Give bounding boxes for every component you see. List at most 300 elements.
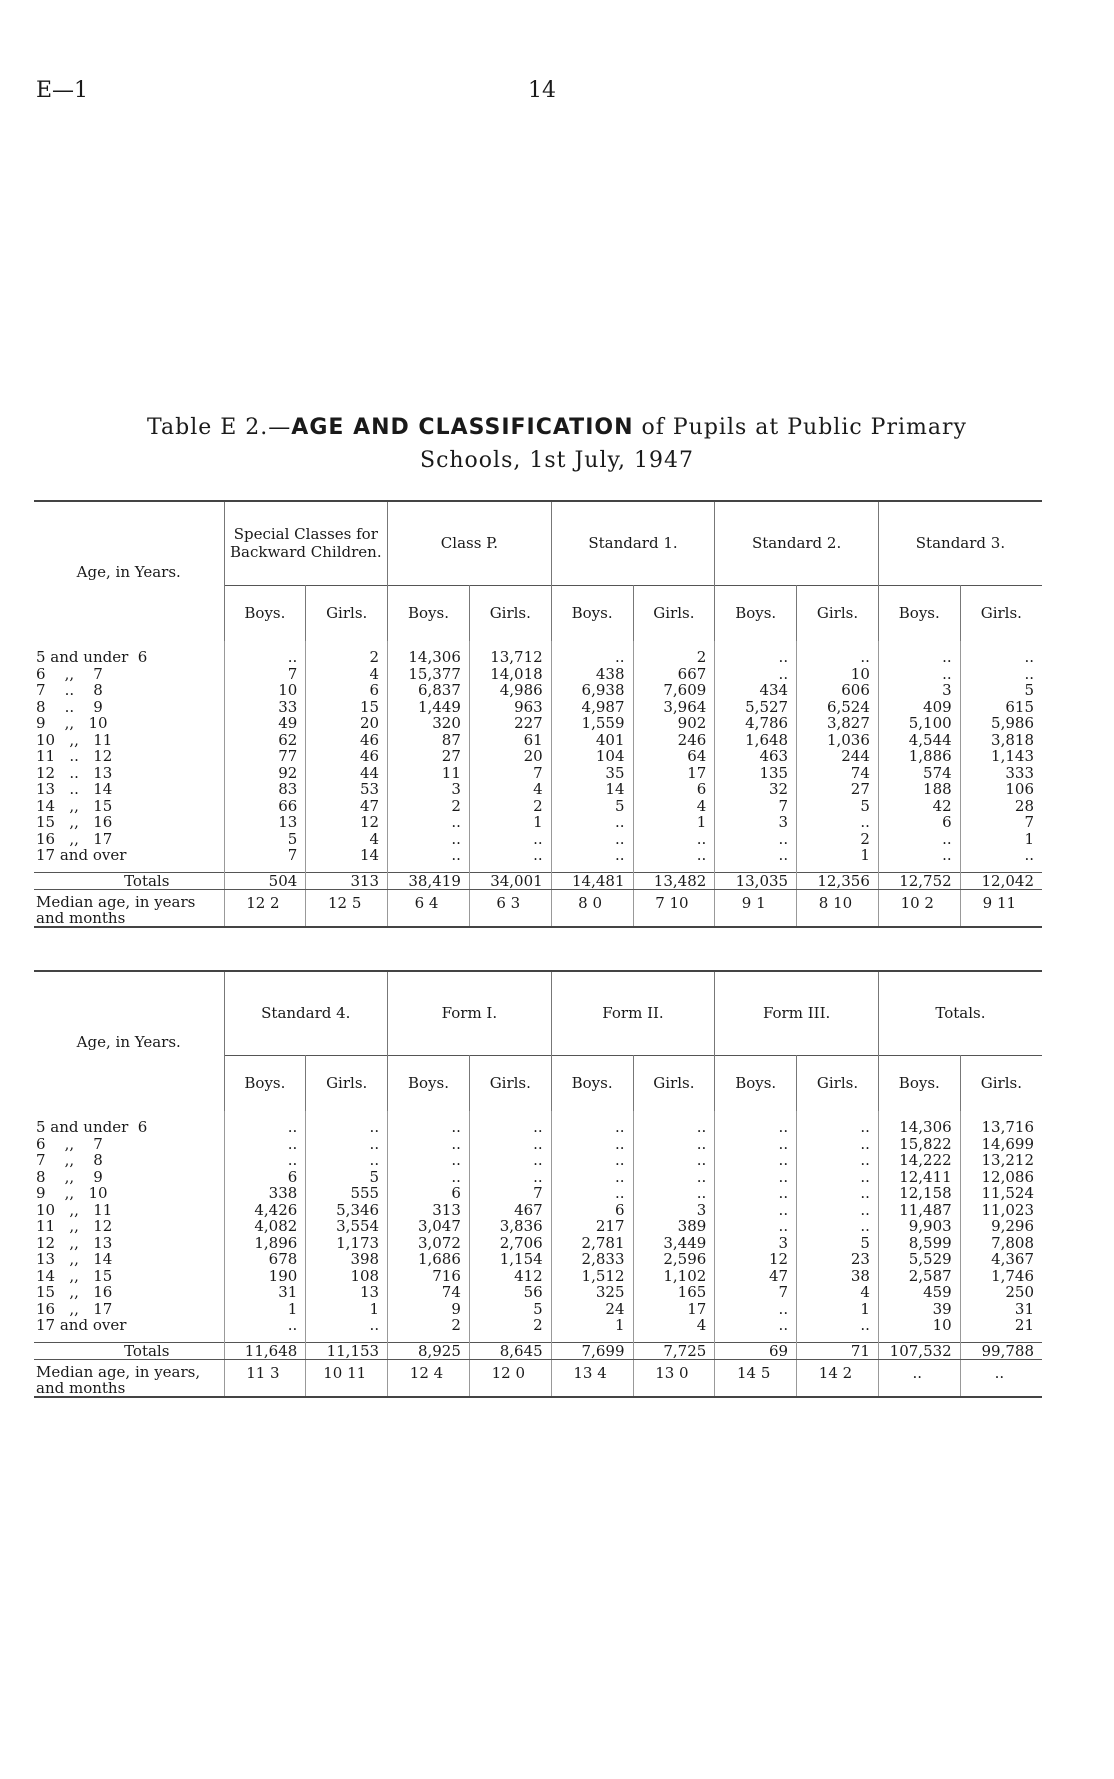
table-cell: 53 bbox=[306, 781, 388, 798]
table-cell: .. bbox=[224, 1152, 306, 1169]
table-cell: 83 bbox=[224, 781, 306, 798]
sex-subheader: Boys. bbox=[715, 585, 797, 641]
table-cell: 5,100 bbox=[878, 715, 960, 732]
totals-label: Totals bbox=[34, 872, 224, 890]
table-cell: 1,154 bbox=[469, 1251, 551, 1268]
table-cell: .. bbox=[960, 847, 1042, 864]
totals-row bbox=[34, 1342, 1042, 1360]
table-cell: .. bbox=[633, 847, 715, 864]
table-cell: .. bbox=[388, 1169, 470, 1186]
group-header: Standard 4. bbox=[224, 971, 388, 1055]
table-cell: .. bbox=[633, 1119, 715, 1136]
table-cell: 4,367 bbox=[960, 1251, 1042, 1268]
table-cell: 667 bbox=[633, 666, 715, 683]
table-cell: 42 bbox=[878, 798, 960, 815]
table-cell: 5,527 bbox=[715, 699, 797, 716]
table-row bbox=[34, 1317, 1042, 1334]
table-cell: .. bbox=[551, 847, 633, 864]
table-cell: 1,512 bbox=[551, 1268, 633, 1285]
table-cell: .. bbox=[715, 1317, 797, 1334]
sex-subheader: Girls. bbox=[306, 585, 388, 641]
table-cell: 5 bbox=[960, 682, 1042, 699]
table-cell: 1 bbox=[551, 1317, 633, 1334]
report-code: E—1 bbox=[36, 78, 89, 103]
table-cell: 47 bbox=[715, 1268, 797, 1285]
table-cell: 1,648 bbox=[715, 732, 797, 749]
median-cell: 14 2 bbox=[797, 1360, 879, 1398]
table-cell: .. bbox=[715, 666, 797, 683]
table-cell: .. bbox=[306, 1119, 388, 1136]
sex-subheader: Boys. bbox=[388, 585, 470, 641]
table-cell: 15,822 bbox=[878, 1136, 960, 1153]
median-cell: 12 0 bbox=[469, 1360, 551, 1398]
table-row bbox=[34, 1169, 1042, 1186]
table-row bbox=[34, 831, 1042, 848]
table-cell: .. bbox=[797, 1152, 879, 1169]
table-row bbox=[34, 1185, 1042, 1202]
table-cell: 902 bbox=[633, 715, 715, 732]
table-row bbox=[34, 715, 1042, 732]
table-cell: 24 bbox=[551, 1301, 633, 1318]
table-cell: .. bbox=[797, 1202, 879, 1219]
table-cell: 35 bbox=[551, 765, 633, 782]
table-cell: 4,544 bbox=[878, 732, 960, 749]
table-cell: 10 bbox=[878, 1317, 960, 1334]
table-cell: 434 bbox=[715, 682, 797, 699]
totals-cell: 13,482 bbox=[633, 872, 715, 890]
table-cell: 2,596 bbox=[633, 1251, 715, 1268]
age-label: 7 .. 8 bbox=[36, 681, 103, 699]
table-cell: 8,599 bbox=[878, 1235, 960, 1252]
table-cell: 6,837 bbox=[388, 682, 470, 699]
table-cell: 14,306 bbox=[878, 1119, 960, 1136]
table-cell: 7 bbox=[224, 666, 306, 683]
table-row bbox=[34, 649, 1042, 666]
totals-cell: 71 bbox=[797, 1342, 879, 1360]
table-cell: 2 bbox=[469, 1317, 551, 1334]
table-cell: .. bbox=[551, 649, 633, 666]
table-cell: 74 bbox=[388, 1284, 470, 1301]
table-cell: .. bbox=[633, 1136, 715, 1153]
table-cell: .. bbox=[388, 1119, 470, 1136]
title-rest: of Pupils at Public Primary bbox=[633, 415, 967, 440]
table-cell: 1 bbox=[797, 847, 879, 864]
table-title-line2: Schools, 1st July, 1947 bbox=[420, 448, 694, 473]
table-cell: 412 bbox=[469, 1268, 551, 1285]
table-row bbox=[34, 847, 1042, 864]
table-cell: 7 bbox=[715, 798, 797, 815]
table-cell: .. bbox=[469, 847, 551, 864]
table-cell: .. bbox=[388, 847, 470, 864]
table-cell: 33 bbox=[224, 699, 306, 716]
table-row bbox=[34, 1119, 1042, 1136]
age-label: 10 ,, 11 bbox=[36, 730, 113, 749]
age-label: 16 ,, 17 bbox=[36, 829, 113, 848]
table-cell: .. bbox=[388, 1136, 470, 1153]
table-cell: .. bbox=[551, 1152, 633, 1169]
table-cell: 4 bbox=[797, 1284, 879, 1301]
table-row bbox=[34, 1136, 1042, 1153]
table-cell: 3,449 bbox=[633, 1235, 715, 1252]
table-row bbox=[34, 1235, 1042, 1252]
table-cell: .. bbox=[797, 1218, 879, 1235]
table-cell: .. bbox=[469, 1152, 551, 1169]
table-cell: 7,808 bbox=[960, 1235, 1042, 1252]
table-cell: 4,426 bbox=[224, 1202, 306, 1219]
median-cell: 9 1 bbox=[715, 890, 797, 928]
totals-cell: 13,035 bbox=[715, 872, 797, 890]
table-cell: 398 bbox=[306, 1251, 388, 1268]
table-cell: 5,529 bbox=[878, 1251, 960, 1268]
age-label: 5 and under 6 bbox=[36, 1118, 148, 1136]
table-cell: .. bbox=[306, 1136, 388, 1153]
table-cell: .. bbox=[551, 1136, 633, 1153]
table-cell: 1 bbox=[224, 1301, 306, 1318]
sex-subheader: Girls. bbox=[469, 1055, 551, 1111]
table-cell: 606 bbox=[797, 682, 879, 699]
table-cell: .. bbox=[715, 1136, 797, 1153]
median-cell: .. bbox=[960, 1360, 1042, 1398]
median-cell: 6 3 bbox=[469, 890, 551, 928]
table-cell: .. bbox=[633, 831, 715, 848]
totals-cell: 12,752 bbox=[878, 872, 960, 890]
table-cell: 12 bbox=[715, 1251, 797, 1268]
table-cell: 4 bbox=[306, 666, 388, 683]
table-row bbox=[34, 1284, 1042, 1301]
table-cell: 15 bbox=[306, 699, 388, 716]
table-cell: .. bbox=[715, 1218, 797, 1235]
table-row bbox=[34, 781, 1042, 798]
table-cell: 1,036 bbox=[797, 732, 879, 749]
table-cell: 47 bbox=[306, 798, 388, 815]
table-cell: 32 bbox=[715, 781, 797, 798]
table-cell: 227 bbox=[469, 715, 551, 732]
age-label: 12 .. 13 bbox=[36, 763, 113, 782]
table-cell: 2,781 bbox=[551, 1235, 633, 1252]
table-cell: 1 bbox=[797, 1301, 879, 1318]
sex-subheader: Girls. bbox=[633, 1055, 715, 1111]
table-cell: 61 bbox=[469, 732, 551, 749]
age-label: 17 and over bbox=[36, 1316, 127, 1334]
table-cell: .. bbox=[469, 1119, 551, 1136]
table-cell: 46 bbox=[306, 748, 388, 765]
sex-subheader: Boys. bbox=[551, 585, 633, 641]
table-cell: 190 bbox=[224, 1268, 306, 1285]
table-cell: .. bbox=[715, 1185, 797, 1202]
group-header: Class P. bbox=[388, 501, 552, 585]
table-cell: 333 bbox=[960, 765, 1042, 782]
table-row bbox=[34, 699, 1042, 716]
table-cell: 6 bbox=[633, 781, 715, 798]
totals-cell: 11,153 bbox=[306, 1342, 388, 1360]
age-label: 9 ,, 10 bbox=[36, 714, 108, 732]
table-cell: 678 bbox=[224, 1251, 306, 1268]
sex-subheader: Boys. bbox=[388, 1055, 470, 1111]
table-cell: 12 bbox=[306, 814, 388, 831]
table-cell: 5,986 bbox=[960, 715, 1042, 732]
sex-subheader: Boys. bbox=[551, 1055, 633, 1111]
totals-cell: 504 bbox=[224, 872, 306, 890]
table-row bbox=[34, 1251, 1042, 1268]
table-cell: 3,554 bbox=[306, 1218, 388, 1235]
age-classification-table-1 bbox=[34, 500, 1042, 928]
table-cell: 459 bbox=[878, 1284, 960, 1301]
table-cell: 7,609 bbox=[633, 682, 715, 699]
totals-cell: 14,481 bbox=[551, 872, 633, 890]
table-cell: 574 bbox=[878, 765, 960, 782]
table-row bbox=[34, 1268, 1042, 1285]
table-cell: .. bbox=[715, 1152, 797, 1169]
table-cell: 6,524 bbox=[797, 699, 879, 716]
median-cell: 8 0 bbox=[551, 890, 633, 928]
table-cell: .. bbox=[306, 1152, 388, 1169]
age-label: 6 ,, 7 bbox=[36, 1134, 103, 1153]
table-cell: 20 bbox=[306, 715, 388, 732]
table-cell: 3,827 bbox=[797, 715, 879, 732]
table-cell: 17 bbox=[633, 765, 715, 782]
age-label: 7 ,, 8 bbox=[36, 1151, 103, 1169]
table-cell: .. bbox=[633, 1152, 715, 1169]
table-cell: 108 bbox=[306, 1268, 388, 1285]
totals-cell: 34,001 bbox=[469, 872, 551, 890]
table-cell: .. bbox=[878, 666, 960, 683]
age-label: 16 ,, 17 bbox=[36, 1299, 113, 1318]
group-header: Form I. bbox=[388, 971, 552, 1055]
table-cell: 15,377 bbox=[388, 666, 470, 683]
sex-subheader: Girls. bbox=[633, 585, 715, 641]
sex-subheader: Girls. bbox=[797, 1055, 879, 1111]
table-cell: 9,903 bbox=[878, 1218, 960, 1235]
table-cell: 5,346 bbox=[306, 1202, 388, 1219]
table-cell: 5 bbox=[551, 798, 633, 815]
median-cell: 10 11 bbox=[306, 1360, 388, 1398]
table-cell: 87 bbox=[388, 732, 470, 749]
table-cell: 27 bbox=[797, 781, 879, 798]
age-label: 13 ,, 14 bbox=[36, 1250, 113, 1268]
table-cell: 64 bbox=[633, 748, 715, 765]
table-cell: 11,487 bbox=[878, 1202, 960, 1219]
table-cell: .. bbox=[551, 1119, 633, 1136]
table-cell: 7 bbox=[469, 1185, 551, 1202]
group-header: Standard 3. bbox=[878, 501, 1042, 585]
totals-label: Totals bbox=[34, 1342, 224, 1360]
table-cell: 17 bbox=[633, 1301, 715, 1318]
table-cell: 6 bbox=[306, 682, 388, 699]
table-cell: 13,712 bbox=[469, 649, 551, 666]
table-cell: .. bbox=[715, 847, 797, 864]
table-row bbox=[34, 798, 1042, 815]
table-cell: 325 bbox=[551, 1284, 633, 1301]
age-classification-table-2 bbox=[34, 970, 1042, 1398]
table-cell: .. bbox=[797, 1136, 879, 1153]
table-cell: 2 bbox=[388, 1317, 470, 1334]
table-cell: 74 bbox=[797, 765, 879, 782]
table-cell: 28 bbox=[960, 798, 1042, 815]
table-cell: 4,786 bbox=[715, 715, 797, 732]
totals-cell: 8,645 bbox=[469, 1342, 551, 1360]
table-cell: 5 bbox=[797, 1235, 879, 1252]
sex-subheader: Girls. bbox=[960, 1055, 1042, 1111]
table-cell: 463 bbox=[715, 748, 797, 765]
table-cell: 1 bbox=[633, 814, 715, 831]
table-cell: 3 bbox=[388, 781, 470, 798]
median-cell: .. bbox=[878, 1360, 960, 1398]
table-cell: .. bbox=[388, 814, 470, 831]
table-cell: 1,173 bbox=[306, 1235, 388, 1252]
title-bold: AGE AND CLASSIFICATION bbox=[291, 415, 634, 440]
table-cell: 188 bbox=[878, 781, 960, 798]
table-cell: .. bbox=[878, 831, 960, 848]
table-cell: .. bbox=[224, 1136, 306, 1153]
table-cell: 10 bbox=[224, 682, 306, 699]
age-label: 15 ,, 16 bbox=[36, 1283, 113, 1301]
totals-cell: 7,699 bbox=[551, 1342, 633, 1360]
table-cell: 38 bbox=[797, 1268, 879, 1285]
page-number: 14 bbox=[528, 78, 556, 103]
totals-cell: 313 bbox=[306, 872, 388, 890]
table-cell: 1,143 bbox=[960, 748, 1042, 765]
table-cell: 3 bbox=[715, 1235, 797, 1252]
totals-cell: 107,532 bbox=[878, 1342, 960, 1360]
median-cell: 6 4 bbox=[388, 890, 470, 928]
table-cell: 62 bbox=[224, 732, 306, 749]
table-cell: 6 bbox=[388, 1185, 470, 1202]
table-cell: .. bbox=[469, 831, 551, 848]
table-cell: 338 bbox=[224, 1185, 306, 1202]
table-cell: 10 bbox=[797, 666, 879, 683]
table-cell: 4,987 bbox=[551, 699, 633, 716]
table-cell: .. bbox=[633, 1169, 715, 1186]
age-label: 11 .. 12 bbox=[36, 747, 113, 765]
age-label: 8 .. 9 bbox=[36, 697, 103, 716]
sex-subheader: Girls. bbox=[306, 1055, 388, 1111]
median-label: Median age, in years and months bbox=[36, 893, 196, 927]
table-cell: .. bbox=[797, 649, 879, 666]
table-cell: 3,072 bbox=[388, 1235, 470, 1252]
sex-subheader: Boys. bbox=[878, 585, 960, 641]
table-cell: .. bbox=[224, 649, 306, 666]
table-cell: 104 bbox=[551, 748, 633, 765]
sex-subheader: Boys. bbox=[715, 1055, 797, 1111]
table-cell: 2,587 bbox=[878, 1268, 960, 1285]
table-cell: 5 bbox=[306, 1169, 388, 1186]
group-header: Form II. bbox=[551, 971, 715, 1055]
table-cell: 23 bbox=[797, 1251, 879, 1268]
table-cell: .. bbox=[797, 1119, 879, 1136]
table-cell: 7 bbox=[960, 814, 1042, 831]
table-cell: .. bbox=[797, 1317, 879, 1334]
table-cell: 6 bbox=[878, 814, 960, 831]
table-cell: 7 bbox=[224, 847, 306, 864]
table-cell: 401 bbox=[551, 732, 633, 749]
median-row bbox=[34, 1360, 1042, 1398]
table-cell: 1 bbox=[469, 814, 551, 831]
totals-cell: 12,356 bbox=[797, 872, 879, 890]
table-cell: 1,896 bbox=[224, 1235, 306, 1252]
table-cell: 409 bbox=[878, 699, 960, 716]
table-cell: 46 bbox=[306, 732, 388, 749]
age-label: 13 .. 14 bbox=[36, 780, 113, 798]
table-cell: 27 bbox=[388, 748, 470, 765]
table-cell: .. bbox=[551, 831, 633, 848]
table-cell: 1,686 bbox=[388, 1251, 470, 1268]
age-column-header: Age, in Years. bbox=[76, 562, 181, 581]
totals-cell: 8,925 bbox=[388, 1342, 470, 1360]
table-cell: 9 bbox=[388, 1301, 470, 1318]
median-label: Median age, in years, and months bbox=[36, 1363, 201, 1397]
median-row bbox=[34, 890, 1042, 928]
table-cell: 320 bbox=[388, 715, 470, 732]
totals-cell: 99,788 bbox=[960, 1342, 1042, 1360]
group-header: Special Classes for Backward Children. bbox=[224, 501, 388, 585]
table-cell: .. bbox=[224, 1119, 306, 1136]
table-cell: 4 bbox=[633, 1317, 715, 1334]
table-cell: .. bbox=[715, 1119, 797, 1136]
table-cell: .. bbox=[469, 1169, 551, 1186]
table-cell: 31 bbox=[224, 1284, 306, 1301]
table-cell: 1,886 bbox=[878, 748, 960, 765]
median-cell: 7 10 bbox=[633, 890, 715, 928]
age-column-header: Age, in Years. bbox=[76, 1032, 181, 1051]
table-cell: 5 bbox=[469, 1301, 551, 1318]
age-label: 10 ,, 11 bbox=[36, 1200, 113, 1219]
table-cell: 7 bbox=[469, 765, 551, 782]
totals-cell: 69 bbox=[715, 1342, 797, 1360]
age-label: 11 ,, 12 bbox=[36, 1217, 113, 1235]
totals-row bbox=[34, 872, 1042, 890]
table-cell: 56 bbox=[469, 1284, 551, 1301]
table-cell: 12,086 bbox=[960, 1169, 1042, 1186]
group-header: Form III. bbox=[715, 971, 879, 1055]
median-cell: 12 2 bbox=[224, 890, 306, 928]
table-cell: 2 bbox=[797, 831, 879, 848]
table-cell: 2 bbox=[388, 798, 470, 815]
table-cell: 14,222 bbox=[878, 1152, 960, 1169]
totals-cell: 12,042 bbox=[960, 872, 1042, 890]
table-cell: 1,449 bbox=[388, 699, 470, 716]
sex-subheader: Girls. bbox=[960, 585, 1042, 641]
table-cell: 13,212 bbox=[960, 1152, 1042, 1169]
table-row bbox=[34, 682, 1042, 699]
table-row bbox=[34, 732, 1042, 749]
median-cell: 13 0 bbox=[633, 1360, 715, 1398]
table-cell: 21 bbox=[960, 1317, 1042, 1334]
table-row bbox=[34, 814, 1042, 831]
table-cell: 3,964 bbox=[633, 699, 715, 716]
totals-cell: 11,648 bbox=[224, 1342, 306, 1360]
table-cell: 106 bbox=[960, 781, 1042, 798]
table-cell: 3,836 bbox=[469, 1218, 551, 1235]
sex-subheader: Boys. bbox=[224, 585, 306, 641]
table-cell: .. bbox=[388, 1152, 470, 1169]
table-cell: .. bbox=[715, 649, 797, 666]
median-cell: 12 5 bbox=[306, 890, 388, 928]
table-cell: .. bbox=[797, 814, 879, 831]
table-cell: .. bbox=[878, 649, 960, 666]
table-cell: 13,716 bbox=[960, 1119, 1042, 1136]
table-cell: 14,699 bbox=[960, 1136, 1042, 1153]
median-cell: 12 4 bbox=[388, 1360, 470, 1398]
table-cell: .. bbox=[797, 1169, 879, 1186]
table-cell: 555 bbox=[306, 1185, 388, 1202]
table-cell: 39 bbox=[878, 1301, 960, 1318]
age-label: 9 ,, 10 bbox=[36, 1184, 108, 1202]
table-cell: 5 bbox=[224, 831, 306, 848]
table-cell: 2 bbox=[469, 798, 551, 815]
group-header: Standard 2. bbox=[715, 501, 879, 585]
age-label: 15 ,, 16 bbox=[36, 813, 113, 831]
table-cell: 14,018 bbox=[469, 666, 551, 683]
